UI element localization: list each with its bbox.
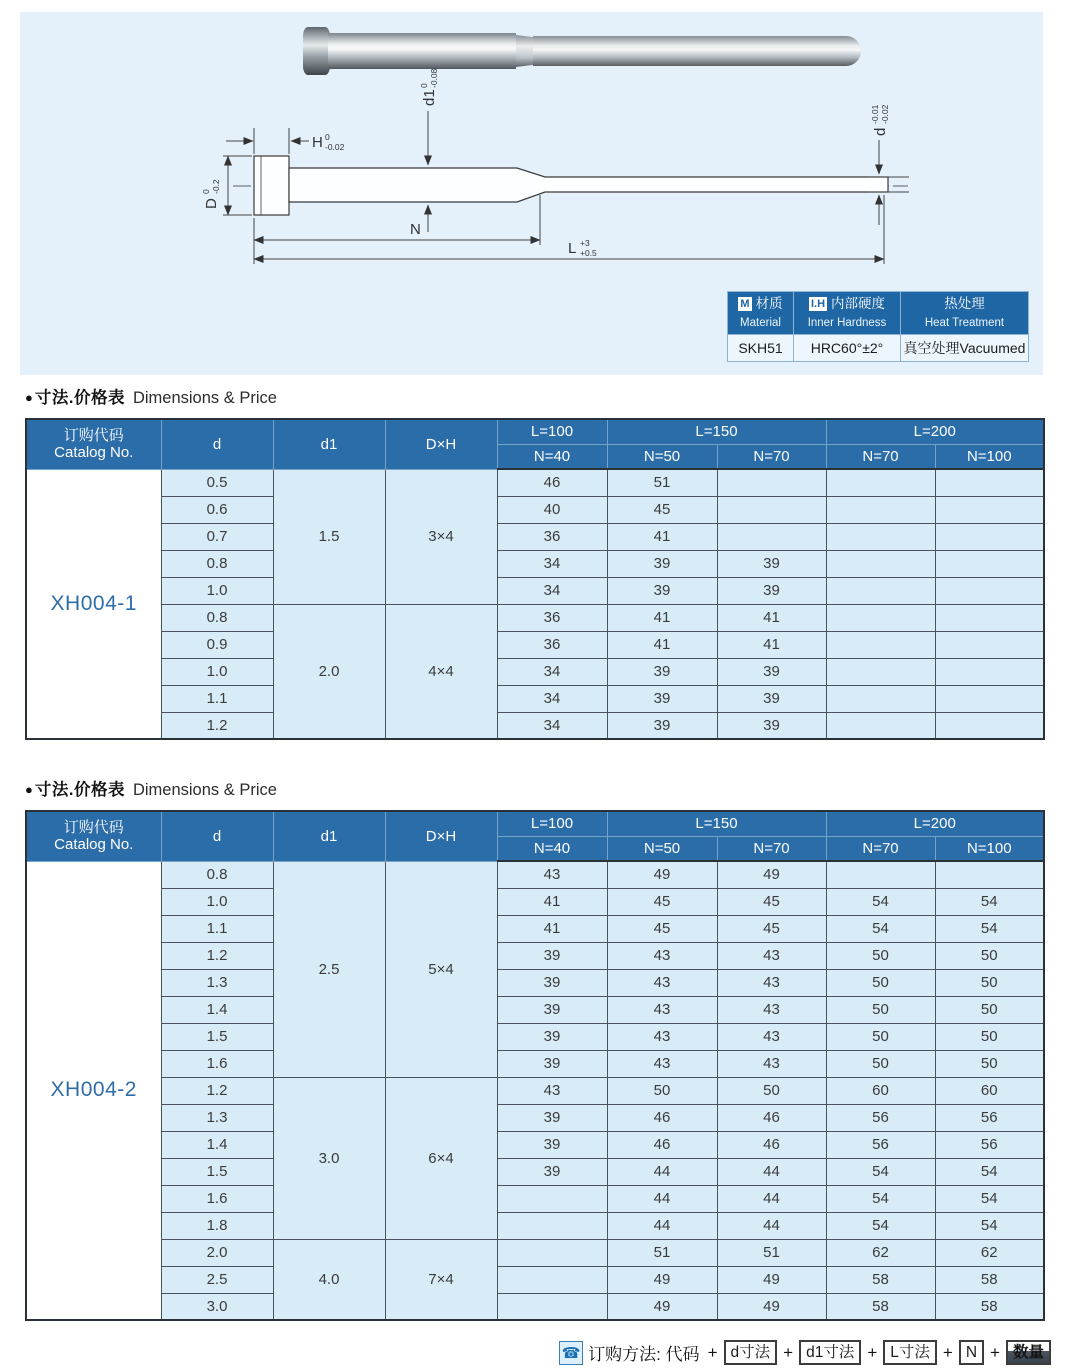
price-value: [935, 469, 1044, 496]
price-value: 50: [826, 969, 935, 996]
plus-sign: +: [707, 1342, 718, 1362]
heat-treatment-header: [901, 292, 1029, 335]
price-value: 44: [607, 1185, 717, 1212]
price-row: [26, 523, 1044, 550]
price-table-header: [26, 419, 1044, 469]
price-value: 41: [717, 604, 826, 631]
catalog-header-zh: 订购代码: [63, 427, 124, 444]
price-value: 43: [717, 1050, 826, 1077]
dimension-H: [226, 128, 345, 154]
price-row: [26, 861, 1044, 888]
material-table: [727, 291, 1029, 362]
price-value: 51: [607, 1239, 717, 1266]
l-group-header: L=150: [607, 419, 826, 444]
price-value: 50: [607, 1077, 717, 1104]
price-row: [26, 942, 1044, 969]
price-row: [26, 915, 1044, 942]
d-value: 1.4: [161, 996, 273, 1023]
dim-d1-tol-top: 0: [419, 83, 429, 88]
price-value: 54: [826, 1212, 935, 1239]
d-value: 1.3: [161, 1104, 273, 1131]
dim-H-tol-top: 0: [325, 132, 330, 142]
bullet-icon: ●: [25, 390, 33, 405]
price-value: 36: [497, 604, 607, 631]
n-column-header: N=70: [826, 836, 935, 861]
d-value: 2.5: [161, 1266, 273, 1293]
price-value: 39: [497, 1050, 607, 1077]
price-value: 39: [607, 577, 717, 604]
price-value: 46: [497, 469, 607, 496]
price-value: 56: [935, 1104, 1044, 1131]
price-value: 58: [826, 1266, 935, 1293]
d1-value: 3.0: [273, 1077, 385, 1239]
price-row: [26, 996, 1044, 1023]
price-value: 41: [717, 631, 826, 658]
l-group-header: L=100: [497, 419, 607, 444]
d-value: 1.4: [161, 1131, 273, 1158]
price-table-body: [26, 469, 1044, 739]
price-value: 43: [607, 1050, 717, 1077]
price-value: 50: [826, 942, 935, 969]
section-title-1: [25, 384, 277, 408]
price-value: 39: [497, 1131, 607, 1158]
price-value: 49: [717, 1266, 826, 1293]
d-value: 3.0: [161, 1293, 273, 1320]
price-row: [26, 550, 1044, 577]
phone-icon: ☎: [559, 1341, 583, 1365]
price-value: 50: [935, 1050, 1044, 1077]
price-value: 50: [935, 969, 1044, 996]
price-value: 43: [607, 942, 717, 969]
dim-D-tol-bottom: -0.2: [211, 179, 221, 194]
price-value: 36: [497, 523, 607, 550]
price-value: [717, 523, 826, 550]
price-value: 41: [497, 888, 607, 915]
price-value: 54: [935, 888, 1044, 915]
dxh-value: 3×4: [385, 469, 497, 604]
price-value: 46: [607, 1104, 717, 1131]
price-value: 39: [607, 550, 717, 577]
drawing-panel: [20, 12, 1043, 375]
header-row-1: [26, 811, 1044, 836]
price-value: 39: [497, 1104, 607, 1131]
price-row: [26, 1131, 1044, 1158]
dimension-L: [254, 195, 884, 264]
price-value: 50: [935, 942, 1044, 969]
d-value: 0.8: [161, 861, 273, 888]
price-value: 43: [717, 996, 826, 1023]
price-value: 51: [717, 1239, 826, 1266]
price-value: 41: [607, 604, 717, 631]
price-value: 43: [717, 1023, 826, 1050]
price-value: 41: [497, 915, 607, 942]
price-value: 39: [607, 712, 717, 739]
price-value: 51: [607, 469, 717, 496]
price-value: 49: [717, 1293, 826, 1320]
price-value: 50: [935, 996, 1044, 1023]
price-value: [935, 496, 1044, 523]
dxh-value: 5×4: [385, 861, 497, 1077]
l-group-header: L=150: [607, 811, 826, 836]
price-table-body: [26, 861, 1044, 1320]
price-value: 60: [935, 1077, 1044, 1104]
n-column-header: N=100: [935, 444, 1044, 469]
price-value: 56: [935, 1131, 1044, 1158]
price-value: 50: [826, 1050, 935, 1077]
d1-value: 1.5: [273, 469, 385, 604]
pin-head-outline: [254, 156, 289, 215]
price-value: [826, 631, 935, 658]
price-value: [935, 658, 1044, 685]
price-value: 43: [607, 996, 717, 1023]
d-value: 1.1: [161, 915, 273, 942]
n-column-header: N=40: [497, 444, 607, 469]
price-value: 43: [607, 969, 717, 996]
price-value: [935, 685, 1044, 712]
catalog-no: XH004-2: [26, 861, 161, 1320]
price-value: [497, 1212, 607, 1239]
price-row: [26, 1212, 1044, 1239]
price-value: 39: [497, 1023, 607, 1050]
column-header-d: d: [161, 419, 273, 469]
d-value: 0.6: [161, 496, 273, 523]
price-value: [717, 496, 826, 523]
dxh-value: 6×4: [385, 1077, 497, 1239]
price-value: [717, 469, 826, 496]
price-value: [826, 658, 935, 685]
price-value: 44: [717, 1158, 826, 1185]
dxh-value: 7×4: [385, 1239, 497, 1320]
price-value: 56: [826, 1104, 935, 1131]
price-value: 50: [935, 1023, 1044, 1050]
price-value: [826, 550, 935, 577]
chip-quantity: 数量: [1006, 1340, 1051, 1365]
price-value: [935, 577, 1044, 604]
dim-d1-letter: d1: [421, 89, 438, 106]
d1-value: 2.0: [273, 604, 385, 739]
dim-D-letter: D: [203, 198, 220, 209]
dim-d1-tol-bottom: -0.08: [429, 68, 439, 88]
dimension-N: [254, 195, 540, 264]
price-value: 54: [826, 915, 935, 942]
price-value: 54: [935, 1185, 1044, 1212]
inner-hardness-header-zh: 内部硬度: [831, 296, 886, 311]
price-value: [497, 1185, 607, 1212]
price-value: 41: [607, 631, 717, 658]
price-value: 34: [497, 658, 607, 685]
price-value: 39: [607, 685, 717, 712]
plus-sign: +: [867, 1342, 878, 1362]
price-value: 50: [826, 996, 935, 1023]
price-value: [935, 631, 1044, 658]
price-value: 54: [935, 915, 1044, 942]
price-value: [935, 712, 1044, 739]
price-row: [26, 1023, 1044, 1050]
price-value: 43: [717, 969, 826, 996]
n-column-header: N=70: [717, 444, 826, 469]
price-value: 46: [717, 1131, 826, 1158]
price-value: 45: [717, 915, 826, 942]
d-value: 0.9: [161, 631, 273, 658]
price-value: [497, 1293, 607, 1320]
price-row: [26, 658, 1044, 685]
plus-sign: +: [990, 1342, 1000, 1362]
price-value: 45: [607, 915, 717, 942]
price-value: 56: [826, 1131, 935, 1158]
n-column-header: N=70: [826, 444, 935, 469]
price-value: 49: [607, 861, 717, 888]
price-row: [26, 1266, 1044, 1293]
column-header-d1: d1: [273, 419, 385, 469]
price-row: [26, 712, 1044, 739]
price-value: [826, 469, 935, 496]
price-value: 39: [717, 685, 826, 712]
n-column-header: N=50: [607, 444, 717, 469]
column-header-dxh: D×H: [385, 811, 497, 861]
price-value: [826, 712, 935, 739]
price-value: [826, 496, 935, 523]
price-row: [26, 1077, 1044, 1104]
price-value: 49: [717, 861, 826, 888]
d-value: 1.0: [161, 658, 273, 685]
dim-N-letter: N: [410, 221, 421, 238]
inner-hardness-badge-icon: I.H: [810, 298, 826, 310]
price-row: [26, 496, 1044, 523]
catalog-header-en: Catalog No.: [54, 444, 134, 462]
section-title-en: Dimensions & Price: [132, 389, 277, 407]
column-header-d1: d1: [273, 811, 385, 861]
n-column-header: N=50: [607, 836, 717, 861]
catalog-header-en: Catalog No.: [54, 836, 134, 854]
material-header-zh: 材质: [755, 296, 783, 311]
price-value: 39: [497, 969, 607, 996]
column-header-dxh: D×H: [385, 419, 497, 469]
price-value: 46: [717, 1104, 826, 1131]
price-value: 39: [497, 942, 607, 969]
plus-sign: +: [942, 1342, 953, 1362]
price-value: 44: [607, 1158, 717, 1185]
price-row: [26, 1185, 1044, 1212]
price-value: 34: [497, 550, 607, 577]
d-value: 0.8: [161, 604, 273, 631]
catalog-no: XH004-1: [26, 469, 161, 739]
price-table-xh004-2: [25, 810, 1045, 1321]
price-value: [935, 861, 1044, 888]
price-table-header: [26, 811, 1044, 861]
bullet-icon: ●: [25, 782, 33, 797]
l-group-header: L=200: [826, 419, 1044, 444]
price-value: 45: [607, 496, 717, 523]
price-row: [26, 1050, 1044, 1077]
dim-H-tol-bottom: -0.02: [325, 142, 345, 152]
d-value: 0.5: [161, 469, 273, 496]
price-value: 58: [935, 1266, 1044, 1293]
material-header-en: Material: [740, 316, 781, 329]
price-value: 45: [717, 888, 826, 915]
price-value: 58: [826, 1293, 935, 1320]
d1-value: 4.0: [273, 1239, 385, 1320]
price-value: 39: [497, 1158, 607, 1185]
price-value: 49: [607, 1266, 717, 1293]
price-value: 62: [826, 1239, 935, 1266]
heat-treatment-value: 真空处理Vacuumed: [901, 335, 1029, 362]
price-value: 44: [607, 1212, 717, 1239]
price-value: [935, 523, 1044, 550]
price-value: 46: [607, 1131, 717, 1158]
material-value: SKH51: [728, 335, 794, 362]
price-row: [26, 577, 1044, 604]
heat-treatment-header-zh: 热处理: [944, 296, 985, 311]
price-value: 39: [717, 577, 826, 604]
d-value: 1.0: [161, 577, 273, 604]
price-value: 54: [826, 1158, 935, 1185]
chip-N: N: [959, 1340, 984, 1365]
price-value: [935, 604, 1044, 631]
inner-hardness-header-en: Inner Hardness: [807, 316, 887, 329]
chip-d1-dimension: d1寸法: [799, 1340, 861, 1365]
inner-hardness-header: [794, 292, 901, 335]
l-group-header: L=100: [497, 811, 607, 836]
dimension-d: [868, 104, 909, 225]
price-row: [26, 969, 1044, 996]
d-value: 1.1: [161, 685, 273, 712]
price-value: 54: [935, 1158, 1044, 1185]
order-note: [559, 1340, 1051, 1365]
price-value: 34: [497, 685, 607, 712]
price-value: 49: [607, 1293, 717, 1320]
section-title-en: Dimensions & Price: [132, 781, 277, 799]
d-value: 1.2: [161, 712, 273, 739]
n-column-header: N=70: [717, 836, 826, 861]
price-row: [26, 888, 1044, 915]
heat-treatment-header-en: Heat Treatment: [924, 316, 1005, 329]
price-value: 58: [935, 1293, 1044, 1320]
price-row: [26, 469, 1044, 496]
price-value: [826, 604, 935, 631]
section-title-2: [25, 776, 277, 800]
price-value: [935, 550, 1044, 577]
price-value: 44: [717, 1185, 826, 1212]
price-value: 39: [717, 658, 826, 685]
price-value: 54: [826, 1185, 935, 1212]
dim-d-tol-top: -0.01: [870, 104, 880, 124]
price-value: 39: [607, 658, 717, 685]
plus-sign: +: [783, 1342, 794, 1362]
price-table-xh004-1: [25, 418, 1045, 740]
price-value: 44: [717, 1212, 826, 1239]
column-header-d: d: [161, 811, 273, 861]
d-value: 1.0: [161, 888, 273, 915]
pin-body-outline: [289, 168, 888, 202]
dim-D-tol-top: 0: [201, 189, 211, 194]
price-value: 39: [497, 996, 607, 1023]
price-value: 39: [717, 550, 826, 577]
price-value: 54: [935, 1212, 1044, 1239]
price-row: [26, 631, 1044, 658]
d-value: 1.6: [161, 1185, 273, 1212]
price-value: 60: [826, 1077, 935, 1104]
d-value: 1.5: [161, 1158, 273, 1185]
d-value: 0.7: [161, 523, 273, 550]
n-column-header: N=40: [497, 836, 607, 861]
dim-L-tol-bottom: +0.5: [580, 248, 597, 258]
d-value: 1.6: [161, 1050, 273, 1077]
d1-value: 2.5: [273, 861, 385, 1077]
l-group-header: L=200: [826, 811, 1044, 836]
price-value: [497, 1266, 607, 1293]
price-value: 41: [607, 523, 717, 550]
price-value: 43: [497, 1077, 607, 1104]
order-method-text: 订购方法: 代码: [588, 1345, 700, 1364]
price-value: 40: [497, 496, 607, 523]
price-value: 34: [497, 712, 607, 739]
catalog-column-header: [26, 811, 161, 861]
dim-d-tol-bottom: -0.02: [880, 104, 890, 124]
price-row: [26, 1293, 1044, 1320]
d-value: 1.2: [161, 1077, 273, 1104]
dimension-d1: [419, 68, 439, 232]
price-value: [826, 577, 935, 604]
n-column-header: N=100: [935, 836, 1044, 861]
section-title-zh: 寸法.价格表: [34, 389, 125, 407]
price-value: [826, 861, 935, 888]
dim-L-tol-top: +3: [580, 238, 590, 248]
price-value: 45: [607, 888, 717, 915]
catalog-column-header: [26, 419, 161, 469]
price-row: [26, 1104, 1044, 1131]
dim-d-letter: d: [872, 127, 889, 136]
d-value: 2.0: [161, 1239, 273, 1266]
inner-hardness-value: HRC60°±2°: [794, 335, 901, 362]
d-value: 1.8: [161, 1212, 273, 1239]
header-row-1: [26, 419, 1044, 444]
price-value: 36: [497, 631, 607, 658]
d-value: 0.8: [161, 550, 273, 577]
dim-H-letter: H: [312, 134, 323, 151]
material-badge-icon: M: [740, 298, 750, 310]
price-value: [826, 685, 935, 712]
price-value: [826, 523, 935, 550]
price-value: 43: [497, 861, 607, 888]
price-row: [26, 685, 1044, 712]
dxh-value: 4×4: [385, 604, 497, 739]
price-value: 34: [497, 577, 607, 604]
price-value: 43: [607, 1023, 717, 1050]
price-value: 39: [717, 712, 826, 739]
d-value: 1.3: [161, 969, 273, 996]
material-header: [728, 292, 794, 335]
price-row: [26, 1158, 1044, 1185]
price-value: 50: [826, 1023, 935, 1050]
price-value: 43: [717, 942, 826, 969]
price-value: 54: [826, 888, 935, 915]
chip-L-dimension: L寸法: [883, 1340, 937, 1365]
dim-L-letter: L: [568, 240, 577, 257]
price-row: [26, 1239, 1044, 1266]
price-value: 50: [717, 1077, 826, 1104]
chip-d-dimension: d寸法: [724, 1340, 778, 1365]
d-value: 1.2: [161, 942, 273, 969]
price-value: 62: [935, 1239, 1044, 1266]
section-title-zh: 寸法.价格表: [34, 781, 125, 799]
price-row: [26, 604, 1044, 631]
d-value: 1.5: [161, 1023, 273, 1050]
price-value: [497, 1239, 607, 1266]
catalog-header-zh: 订购代码: [63, 819, 124, 836]
